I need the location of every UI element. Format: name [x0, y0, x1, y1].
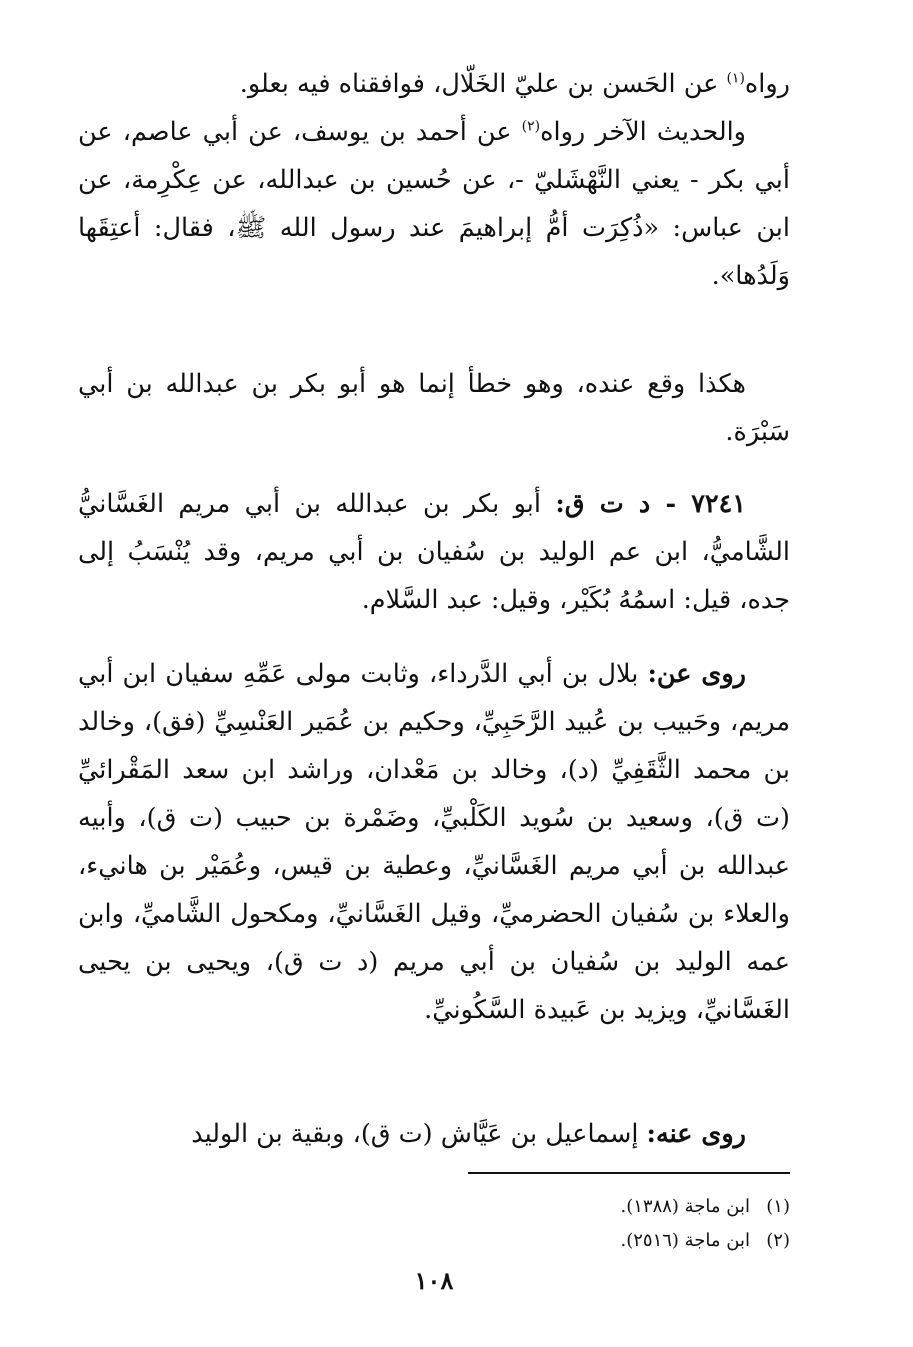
footnote-number: (٢)	[766, 1230, 790, 1251]
narrated-by-text: إسماعيل بن عَيَّاش (ت ق)، وبقية بن الوليد	[191, 1119, 647, 1149]
narrated-from-label: روى عن:	[647, 659, 746, 689]
narrated-from-text: بلال بن أبي الدَّرداء، وثابت مولى عَمِّهِ سفيان ابن أبي مريم، وحَبيب بن عُبيد الرَّحَبِيِّ، وحكيم بن عُمَير العَنْسِيِّ (فق)، وخالد بن محمد الثَّقَفِيِّ (د)، وخالد بن مَعْدان، وراشد ابن سعد المَقْرائيِّ (ت ق)، وسعيد بن سُويد الكَلْبيِّ، وضَمْرة بن حبيب (ت ق)، وأبيه عبدالله بن أبي مريم الغَسَّانيِّ، وعطية بن قيس، وعُمَيْر بن هانيء، والعلاء بن سُفيان الحضرميِّ، وقيل الغَسَّانيِّ، ومكحول الشَّاميِّ، وابن عمه الوليد بن سُفيان بن أبي مريم (د ت ق)، ويحيى بن يحيى الغَسَّانيِّ، ويزيد بن عَبيدة السَّكُونيِّ.	[78, 659, 790, 1025]
text-run: رواه	[744, 69, 790, 99]
paragraph-entry-7241	[78, 480, 790, 624]
entry-text: أبو بكر بن عبدالله بن أبي مريم الغَسَّانيُّ الشَّاميُّ، ابن عم الوليد بن سُفيان بن أبي مريم، وقد يُنْسَبُ إلى جده، قيل: اسمُهُ بُكَيْر، وقيل: عبد السَّلام.	[78, 489, 790, 615]
narrated-by-label: روى عنه:	[646, 1119, 746, 1149]
footnote-text: ابن ماجة (١٣٨٨).	[620, 1196, 750, 1217]
paragraph-narrated-from	[78, 650, 790, 1034]
footnote-ref-1[interactable]: (١)	[726, 70, 745, 87]
paragraph-narrated-by	[78, 1110, 790, 1158]
footnote-number: (١)	[766, 1196, 790, 1217]
footnote-1	[78, 1190, 790, 1224]
footnotes	[78, 1190, 790, 1258]
footnote-separator	[468, 1172, 790, 1174]
book-page	[78, 50, 790, 1300]
footnote-text: ابن ماجة (٢٥١٦).	[620, 1230, 750, 1251]
footnote-2	[78, 1224, 790, 1258]
text-run: عن أحمد بن يوسف، عن أبي عاصم، عن أبي بكر - يعني النَّهْشَليّ -، عن حُسين بن عبدالله، عن عِكْرِمة، عن ابن عباس: «ذُكِرَت أمُّ إبراهيمَ عند رسول الله ﷺ، فقال: أعتِقَها وَلَدُها».	[78, 117, 790, 291]
entry-number: ٧٢٤١ - د ت ق:	[555, 489, 746, 519]
paragraph-error-note: هكذا وقع عنده، وهو خطأ إنما هو أبو بكر بن عبدالله بن أبي سَبْرَة.	[78, 369, 790, 447]
text-run: والحديث الآخر رواه	[540, 117, 746, 147]
footnote-ref-2[interactable]: (٢)	[521, 118, 541, 135]
text-run: عن الحَسن بن عليّ الخَلّال، فوافقناه فيه بعلو.	[239, 69, 727, 99]
paragraph-khallal	[78, 60, 790, 300]
page-number: ١٠٨	[414, 1266, 454, 1295]
